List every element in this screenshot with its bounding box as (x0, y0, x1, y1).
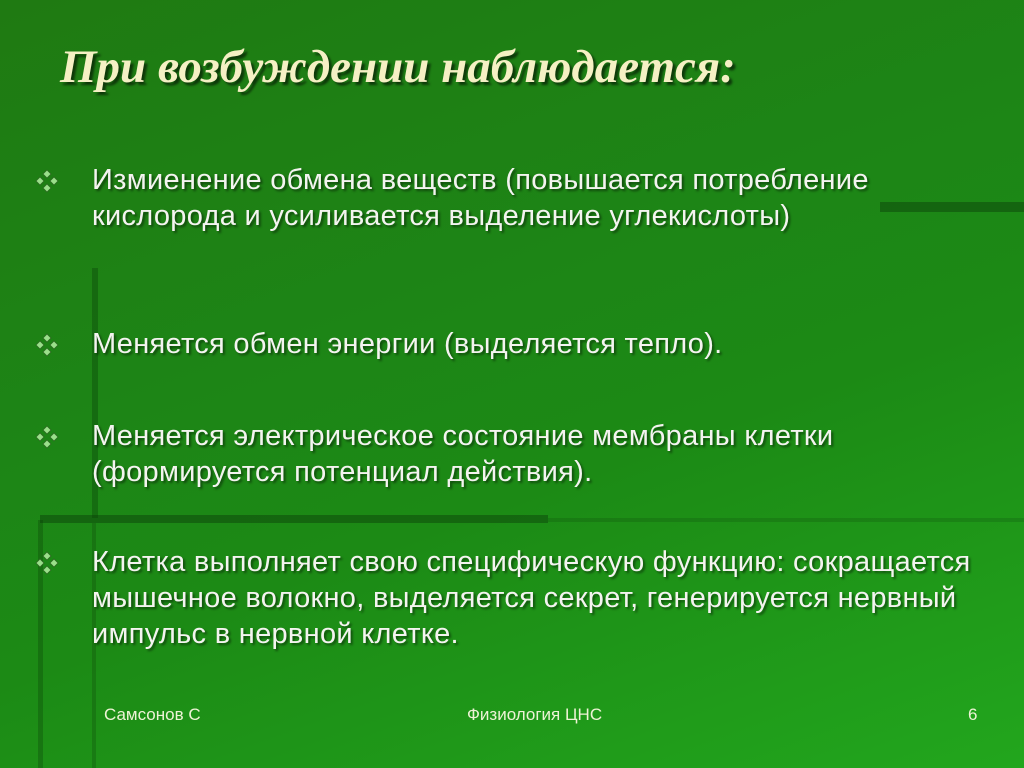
diamond-bullet-icon (34, 550, 60, 576)
bullet-text: Меняется электрическое состояние мембраны клетки (формируется потенциал действия). (92, 420, 834, 488)
slide-title: При возбуждении наблюдается: (60, 41, 736, 93)
decorative-stripe (548, 518, 1024, 522)
bullet-text: Измиенение обмена веществ (повышается потребление кислорода и усиливается выделение углекислоты) (92, 164, 869, 232)
bullet-text: Меняется обмен энергии (выделяется тепло). (92, 328, 723, 360)
footer-author: Самсонов С (104, 705, 201, 724)
diamond-bullet-icon (34, 424, 60, 450)
decorative-stripe (40, 515, 548, 523)
footer-page-number: 6 (968, 705, 978, 724)
bullet-text: Клетка выполняет свою специфическую функцию: сокращается мышечное волокно, выделяется секрет, генерируется нервный импульс в нервной клетке. (92, 546, 971, 650)
footer-subject: Физиология ЦНС (467, 705, 603, 724)
diamond-bullet-icon (34, 168, 60, 194)
diamond-bullet-icon (34, 332, 60, 358)
